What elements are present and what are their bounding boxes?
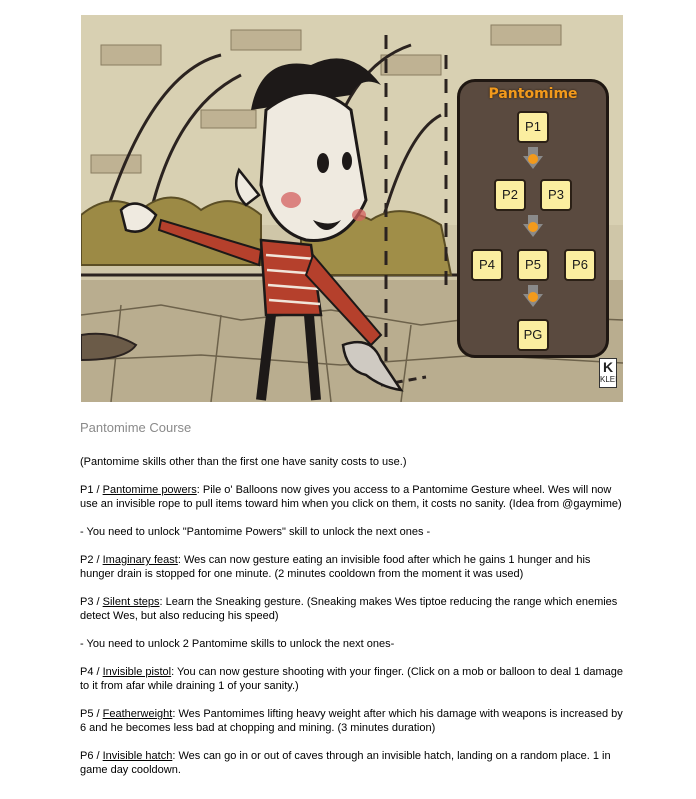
skill-p1: P1 / Pantomime powers: Pile o' Balloons now gives you access to a Pantomime Gesture wheel. Wes will now use an invisible rope to pull items toward him when you click on them, it costs no sanity. (Idea from @gaymime) <box>80 484 622 510</box>
arrow-down-icon <box>523 147 543 169</box>
skill-node-p6: P6 <box>564 249 596 281</box>
skill-name: Silent steps <box>102 596 160 608</box>
skill-tree-title: Pantomime <box>488 86 578 102</box>
skill-node-p1: P1 <box>517 111 549 143</box>
hero-illustration <box>81 15 623 402</box>
klei-logo: K KLEI <box>599 358 617 388</box>
skill-name: Pantomime powers <box>102 484 197 496</box>
skill-p2: P2 / Imaginary feast: Wes can now gesture eating an invisible food after which he gains 1 hunger and his hunger drain is stopped for one minute. (2 minutes cooldown from the moment it was used) <box>80 554 591 580</box>
skill-node-p5: P5 <box>517 249 549 281</box>
skill-name: Imaginary feast <box>102 554 178 566</box>
skill-name: Featherweight <box>102 708 173 720</box>
skill-p5: P5 / Featherweight: Wes Pantomimes lifting heavy weight after which his damage with weapons is increased by 6 and he becomes less bad at chopping and mining. (3 minutes duration) <box>80 708 623 734</box>
document-body <box>80 420 625 791</box>
skill-node-p2: P2 <box>494 179 526 211</box>
skill-p6: P6 / Invisible hatch: Wes can go in or out of caves through an invisible hatch, landing on a random place. 1 in game day cooldown. <box>80 750 611 776</box>
skill-node-p4: P4 <box>471 249 503 281</box>
arrow-down-icon <box>523 215 543 237</box>
skill-name: Invisible hatch <box>102 750 173 762</box>
arrow-down-icon <box>523 285 543 307</box>
unlock-note: - You need to unlock "Pantomime Powers" skill to unlock the next ones - <box>80 526 431 538</box>
skill-p3: P3 / Silent steps: Learn the Sneaking gesture. (Sneaking makes Wes tiptoe reducing the range which enemies detect Wes, but also reducing his speed) <box>80 596 618 622</box>
skill-node-pg: PG <box>517 319 549 351</box>
skill-name: Invisible pistol <box>102 666 172 678</box>
intro-text: (Pantomime skills other than the first one have sanity costs to use.) <box>80 456 407 468</box>
skill-tree-panel <box>457 79 609 358</box>
skill-node-p3: P3 <box>540 179 572 211</box>
section-heading: Pantomime Course <box>80 420 192 435</box>
unlock-note: - You need to unlock 2 Pantomime skills to unlock the next ones- <box>80 638 395 650</box>
skill-p4: P4 / Invisible pistol: You can now gesture shooting with your finger. (Click on a mob or balloon to deal 1 damage to it from afar while draining 1 of your sanity.) <box>80 666 624 692</box>
